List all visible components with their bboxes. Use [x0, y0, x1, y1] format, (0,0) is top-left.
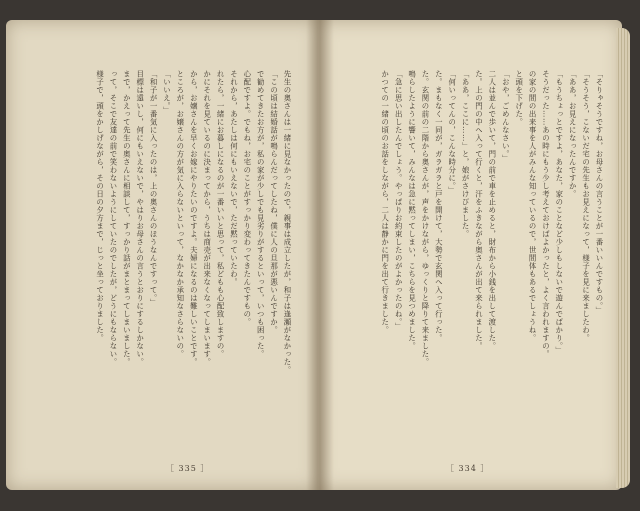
right-page-number: ［ 334 ］: [446, 464, 490, 473]
text-column: た。玄関の前の二階から奥さんが，声をかけながら，ゆっくりと降りて来ました。: [420, 70, 430, 366]
text-column: って，そこで友達の前で笑わないようにしていたのでしたが，どうにもならない。: [108, 70, 118, 366]
text-column: 「そりゃそうですね，お母さんの言うことが一番いいんですもの。」: [595, 70, 604, 315]
text-column: た。まもなく一同が，ガラガラと戸を開けて，大勢で玄関へ入って行った。: [434, 70, 444, 342]
text-column: 二人は並んで歩いて，門の前で車を止めると，財布から小銭を出して渡した。: [487, 70, 497, 350]
text-column: 様子で，頭をかしげながら，その日の夕方まで，じっと坐っておりました。: [95, 70, 105, 342]
left-page-text: [30, 70, 292, 465]
text-column: 「そうそう，こないだ宅の先生もお見えになって，様子を見に来ましたわ。: [581, 70, 591, 342]
text-column: 「いいえ。」: [162, 70, 172, 115]
text-column: 目標は遠いし，何にもいえないで，やはりお母さんの言うとおりにするしかない。: [135, 70, 145, 366]
right-page-text: [338, 70, 604, 465]
text-column: から，お嬢さんを早くお嫁にやりたいのですよ。夫婦になるのは難しいことです。: [189, 70, 199, 366]
text-column: で勧めてきたお方が，私の家が少しでも見劣りがするといって，いつも困った。: [256, 70, 266, 358]
text-column: 心配ですよ。でもね，お宅のことがすっかり変わってきたんですもの。: [242, 70, 252, 326]
text-column: ところが，お嬢さんの方が気に入らないといって，なかなか承知なさらないの。: [175, 70, 185, 358]
left-page: [6, 20, 318, 490]
text-column: の家の間の出来事を人がみんな知っているので，世間体もあるでしょうね。: [528, 70, 538, 342]
text-column: 「急に思い出したんでしょう。やっぱりお約束したのがよかったのね。」: [394, 70, 404, 331]
left-page-number: ［ 335 ］: [166, 464, 210, 473]
text-column: 「もうちょっとですよ，あなた，家のことなど少しもしないで遊んでばかり。」: [554, 70, 564, 355]
text-column: 「ああ，お見えになったんですか。: [568, 70, 578, 198]
book-spread: [6, 6, 634, 505]
text-column: 鳴らしたように響いて，みんなは急に黙ってしまい，こちらを見つめました。: [407, 70, 417, 350]
text-column: 先生の奥さんは一緒に見なかったので，親事は成立したが，和子は逢瀬がなかった。: [283, 70, 292, 374]
book-gutter: [306, 20, 334, 490]
text-column: 「おや，ごめんなさい。」: [501, 70, 511, 163]
text-column: かつての一緒の頃のお話をしながら，二人は静かに門を出て行きました。: [380, 70, 390, 334]
text-column: 「ああ，ここに……」と，娘がさけびました。: [461, 70, 471, 238]
text-column: 「和子が一番気に入ったのは，上の奥さんのほうなんですって。」: [149, 70, 159, 307]
text-column: かにそれを見ているのに決まってから，うちは商売が出来なくなってしまいます。: [202, 70, 212, 366]
text-column: 「この頃は結婚話が鳴らんだってしたね，僕に人の旦那が悪いんですか。: [269, 70, 279, 334]
text-column: れたら，一緒にお暮しになるのが一番いいと思って，私どもも心配致しますの。: [216, 70, 226, 358]
text-column: た。上の門の中へ入って行くと，汗をふきながら奥さんが出て来られました。: [474, 70, 484, 350]
right-page: [318, 20, 622, 490]
text-column: そうだった……あの時にもう少し考えておけばよかったと，よく言われますの。: [541, 70, 551, 358]
text-column: それから，あたしは何にもいえないで，ただ黙っていたわ。: [229, 70, 239, 286]
text-column: まで，かえって先生の奥さんに相談して，すっかり話がまとまってしまいました。: [122, 70, 132, 366]
page-edge-stack: [616, 28, 630, 488]
text-column: と頭を下げた。: [514, 70, 524, 126]
text-column: 「何いってんの，こんな時分に。」: [447, 70, 457, 195]
